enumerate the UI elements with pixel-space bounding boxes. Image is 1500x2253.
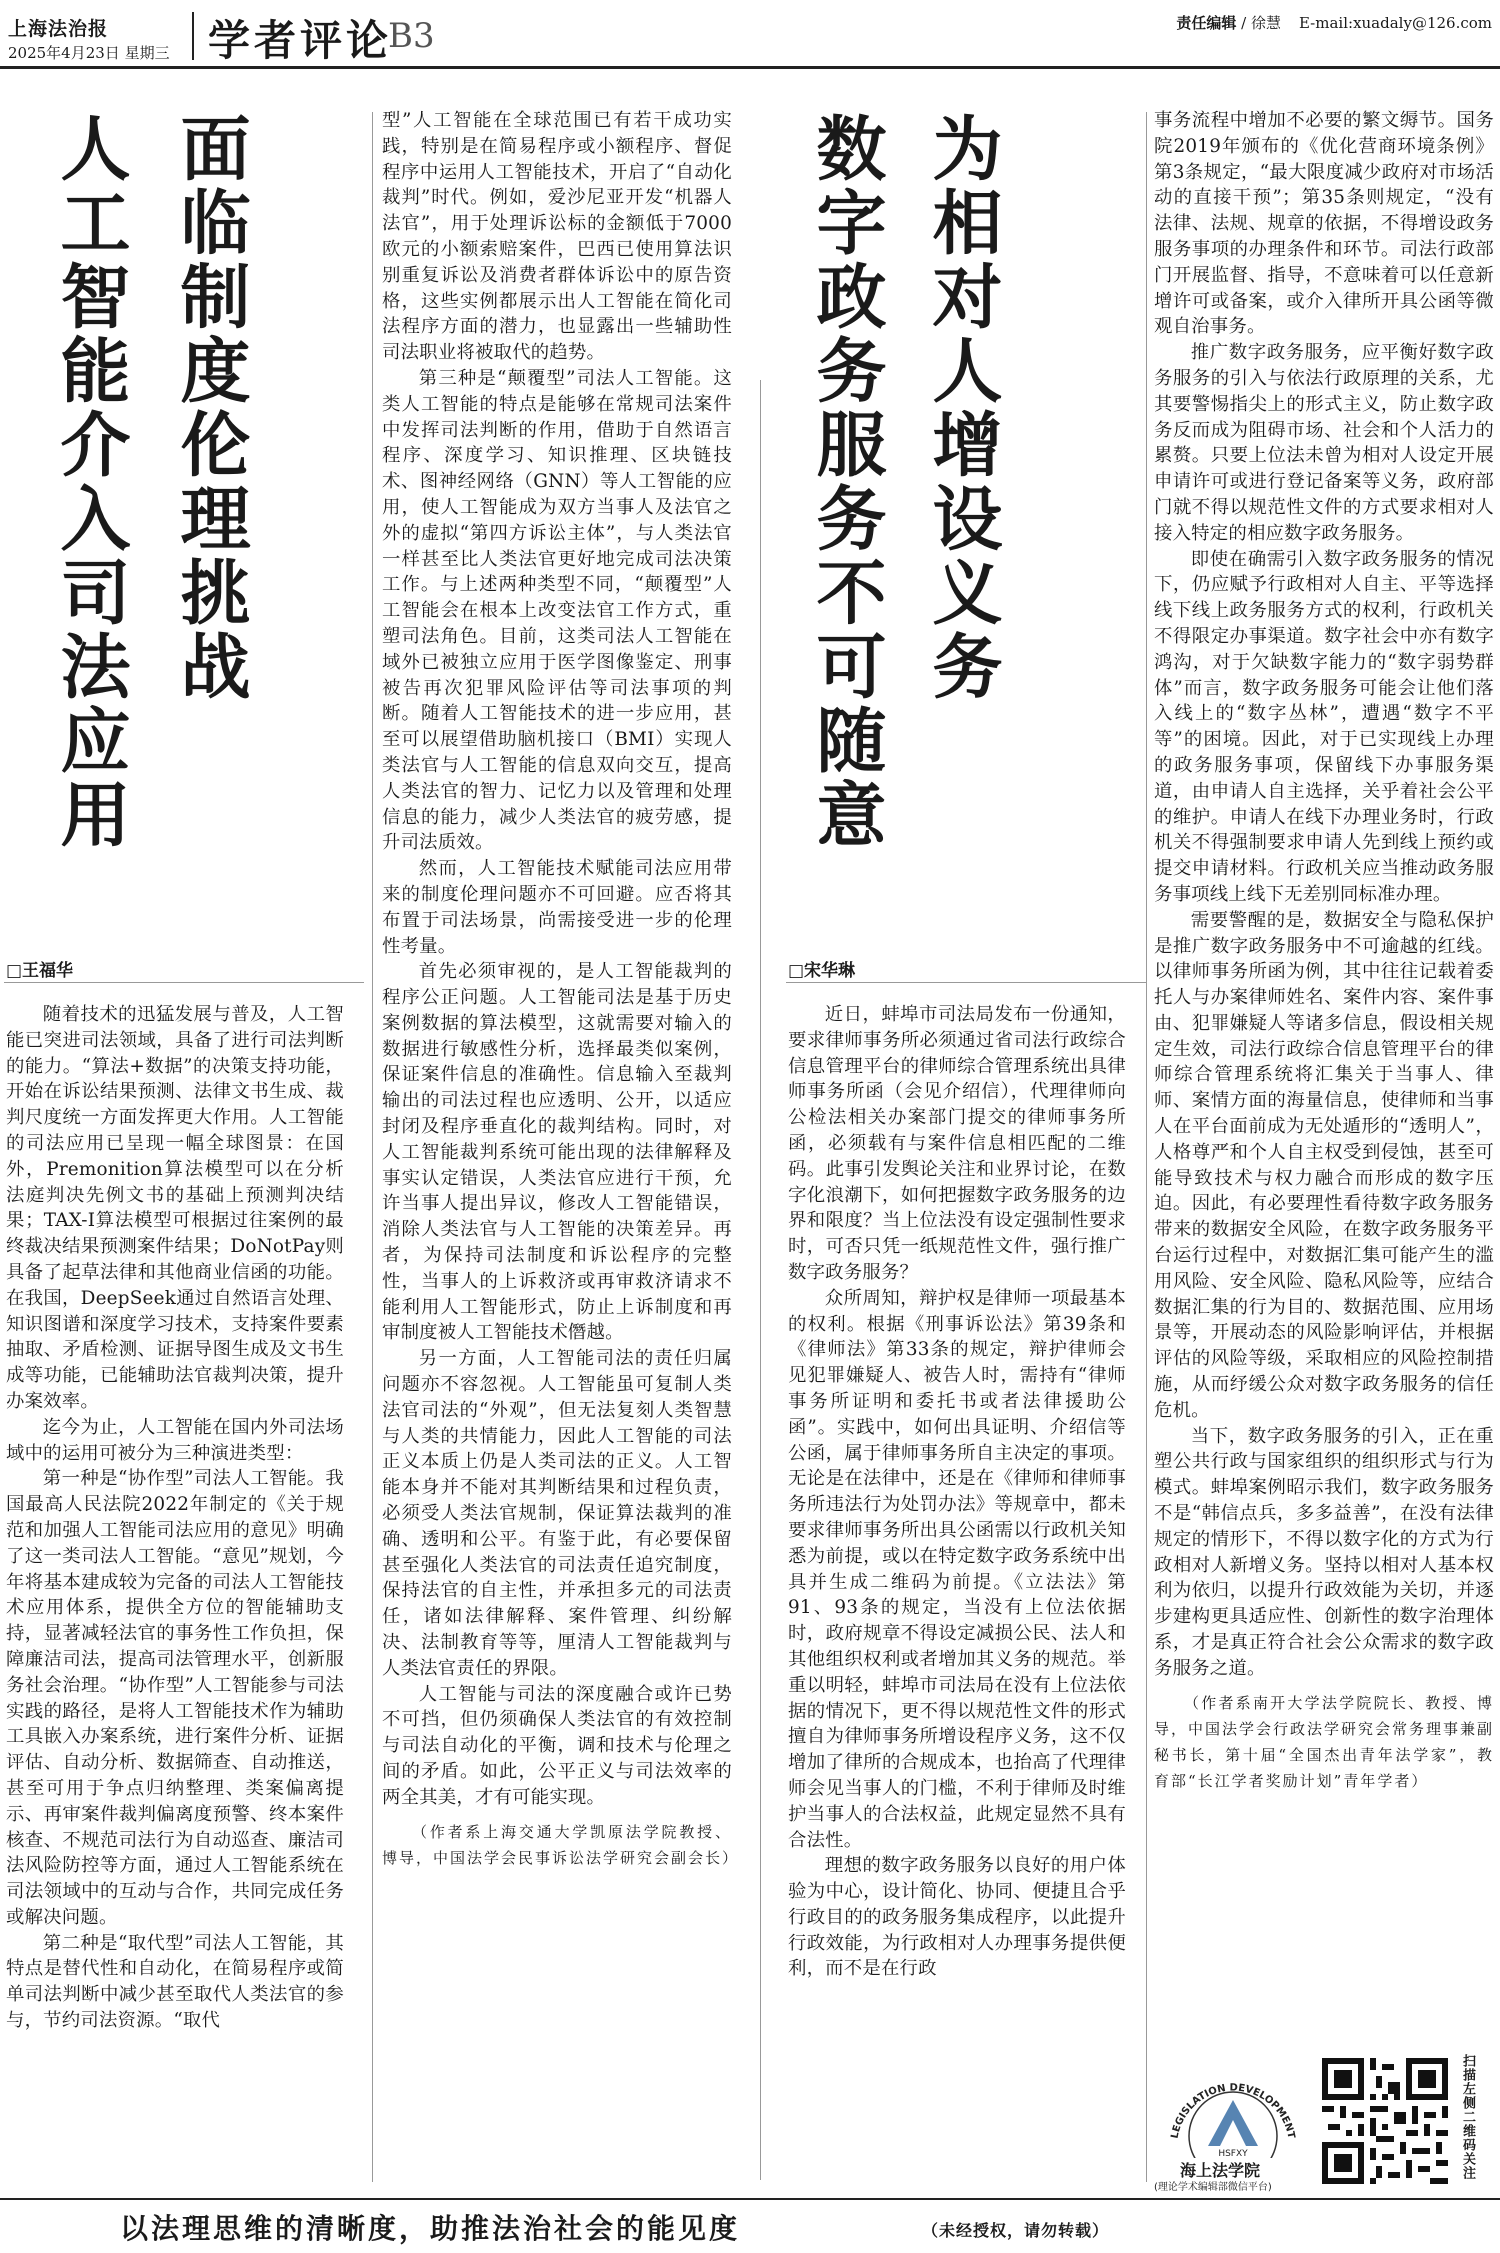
article1-paragraph: 迄今为止，人工智能在国内外司法场域中的运用可被分为三种演进类型：	[6, 1416, 344, 1464]
article1-author-note: （作者系上海交通大学凯原法学院教授、博导，中国法学会民事诉讼法学研究会副会长）	[382, 1822, 740, 1867]
column-divider	[372, 112, 373, 2182]
promo-block	[1154, 2050, 1494, 2192]
article2-title-line2: 为相对人增设义务	[921, 112, 1003, 704]
editor-name: 徐慧	[1250, 14, 1281, 32]
article2-paragraph: 事务流程中增加不必要的繁文缛节。国务院2019年颁布的《优化营商环境条例》第3条规定，“最大限度减少政府对市场活动的直接干预”；第35条则规定，“没有法律、法规、规章的依据，不得增设政务服务事项的办理条件和环节。司法行政部门开展监督、指导，不意味着可以任意新增许可或备案，或介入律所开具公函等微观自治事务。	[1154, 110, 1494, 338]
account-subtitle: (理论学术编辑部微信平台)	[1154, 2182, 1272, 2193]
logo-emblem-icon	[1158, 2050, 1308, 2158]
article2-title-line1: 数字政务服务不可随意	[805, 112, 887, 852]
article2-paragraph: 需要警醒的是，数据安全与隐私保护是推广数字政务服务中不可逾越的红线。以律师事务所函为例，其中往往记载着委托人与办案律师姓名、案件内容、案件事由、犯罪嫌疑人等诸多信息，假设相关规定生效，司法行政综合信息管理平台的律师综合管理系统将汇集关于当事人、律师、案情方面的海量信息，使律师和当事人在平台面前成为无处遁形的“透明人”，人格尊严和个人自主权受到侵蚀，甚至可能导致技术与权力融合而形成的数字压迫。因此，有必要理性看待数字政务服务带来的数据安全风险，在数字政务服务平台运行过程中，对数据汇集可能产生的滥用风险、安全风险、隐私风险等，应结合数据汇集的行为目的、数据范围、应用场景等，开展动态的风险影响评估，并根据评估的风险等级，采取相应的风险控制措施，从而纾缓公众对数字政务服务的信任危机。	[1154, 909, 1494, 1421]
article1-paragraph: 首先必须审视的，是人工智能裁判的程序公正问题。人工智能司法是基于历史案例数据的算法模型，这就需要对输入的数据进行敏感性分析，选择最类似案例，保证案件信息的准确性。信息输入至裁判输出的司法过程也应透明、公开，以适应封闭及程序垂直化的裁判结构。同时，对人工智能裁判系统可能出现的法律解释及事实认定错误，人类法官应进行干预，允许当事人提出异议，修改人工智能错误，消除人类法官与人工智能的决策差异。再者，为保持司法制度和诉讼程序的完整性，当事人的上诉救济或再审救济请求不能利用人工智能形式，防止上诉制度和再审制度被人工智能技术僭越。	[382, 961, 732, 1344]
article1-column-1	[6, 1002, 344, 2034]
page-number: B3	[388, 16, 435, 56]
article2-paragraph: 当下，数字政务服务的引入，正在重塑公共行政与国家组织的组织形式与行为模式。蚌埠案例昭示我们，数字政务服务不是“韩信点兵，多多益善”，在没有法律规定的情形下，不得以数字化的方式为行政相对人新增义务。坚持以相对人基本权利为依归，以提升行政效能为关切，并逐步建构更具适应性、创新性的数字治理体系，才是真正符合社会公众需求的数字政务服务之道。	[1154, 1425, 1494, 1679]
article-divider	[760, 380, 761, 2180]
article2-paragraph: 众所周知，辩护权是律师一项最基本的权利。根据《刑事诉讼法》第39条和《律师法》第33条的规定，辩护律师会见犯罪嫌疑人、被告人时，需持有“律师事务所证明和委托书或者法律援助公函”。实践中，如何出具证明、介绍信等公函，属于律师事务所自主决定的事项。无论是在法律中，还是在《律师和律师事务所违法行为处罚办法》等规章中，都未要求律师事务所出具公函需以行政机关知悉为前提，或以在特定数字政务系统中出具并生成二维码为前提。《立法法》第91、93条的规定，当没有上位法依据时，政府规章不得设定减损公民、法人和其他组织权利或者增加其义务的规范。举重以明轻，蚌埠市司法局在没有上位法依据的情况下，更不得以规范性文件的形式擅自为律师事务所增设程序义务，这不仅增加了律所的合规成本，也抬高了代理律师会见当事人的门槛，不利于律师及时维护当事人的合法权益，此规定显然不具有合法性。	[788, 1287, 1126, 1851]
article1-paragraph: 第三种是“颠覆型”司法人工智能。这类人工智能的特点是能够在常规司法案件中发挥司法判断的作用，借助于自然语言程序、深度学习、知识推理、区块链技术、图神经网络（GNN）等人工智能的应用，使人工智能成为双方当事人及法官之外的虚拟“第四方诉讼主体”，与人类法官一样甚至比人类法官更好地完成司法决策工作。与上述两种类型不同，“颠覆型”人工智能会在根本上改变法官工作方式，重塑司法角色。目前，这类司法人工智能在域外已被独立应用于医学图像鉴定、刑事被告再次犯罪风险评估等司法事项的判断。随着人工智能技术的进一步应用，甚至可以展望借助脑机接口（BMI）实现人类法官与人工智能的信息双向交互，提高人类法官的智力、记忆力以及管理和处理信息的能力，减少人类法官的疲劳感，提升司法质效。	[382, 367, 732, 854]
article1-paragraph: 型”人工智能在全球范围已有若干成功实践，特别是在简易程序或小额程序、督促程序中运用人工智能技术，开启了“自动化裁判”时代。例如，爱沙尼亚开发“机器人法官”，用于处理诉讼标的金额低于7000欧元的小额索赔案件，巴西已使用算法识别重复诉讼及消费者群体诉讼中的原告资格，这些实例都展示出人工智能在简化司法程序方面的潜力，也显露出一些辅助性司法职业将被取代的趋势。	[382, 110, 732, 364]
article1-paragraph: 另一方面，人工智能司法的责任归属问题亦不容忽视。人工智能虽可复制人类法官司法的“外观”，但无法复刻人类智慧与人类的共情能力，因此人工智能的司法正义本质上仍是人类司法的正义。人工智能本身并不能对其判断结果和过程负责，必须受人类法官规制，保证算法裁判的准确、透明和公平。有鉴于此，有必要保留甚至强化人类法官的司法责任追究制度，保持法官的自主性，并承担多元的司法责任，诸如法律解释、案件管理、纠纷解决、法制教育等等，厘清人工智能裁判与人类法官责任的界限。	[382, 1348, 732, 1679]
logo-arc-text: LEGISLATION DEVELOPMENT	[1169, 2082, 1297, 2140]
issue-date: 2025年4月23日 星期三	[8, 44, 170, 62]
qr-code-icon[interactable]	[1322, 2058, 1448, 2184]
article1-paragraph: 人工智能与司法的深度融合或许已势不可挡，但仍须确保人类法官的有效控制与司法自动化的平衡，调和技术与伦理之间的矛盾。如此，公平正义与司法效率的两全其美，才有可能实现。	[382, 1683, 732, 1808]
footer-slogan: 以法理思维的清晰度，助推法治社会的能见度	[120, 2212, 741, 2245]
qr-caption: 扫描左侧二维码关注	[1460, 2054, 1475, 2180]
paper-name: 上海法治报	[8, 18, 109, 40]
article1-author-rule	[4, 982, 364, 983]
article2-author-note: （作者系南开大学法学院院长、教授、博导，中国法学会行政法学研究会常务理事兼副秘书长，第十届“全国杰出青年法学家”，教育部“长江学者奖励计划”青年学者）	[1154, 1693, 1495, 1790]
article1-title-line2: 面临制度伦理挑战	[169, 112, 251, 704]
column-divider	[1146, 112, 1147, 2182]
article2-column-1	[788, 1002, 1126, 1982]
account-name: 海上法学院	[1180, 2161, 1261, 2180]
article1-paragraph: 第一种是“协作型”司法人工智能。我国最高人民法院2022年制定的《关于规范和加强人工智能司法应用的意见》明确了这一类司法人工智能。“意见”规划，今年将基本建成较为完备的司法人工智能技术应用体系，提供全方位的智能辅助支持，显著减轻法官的事务性工作负担，保障廉洁司法，提高司法管理水平，创新服务社会治理。“协作型”人工智能参与司法实践的路径，是将人工智能技术作为辅助工具嵌入办案系统，进行案件分析、证据评估、自动分析、数据筛查、自动推送，甚至可用于争点归纳整理、类案偏离提示、再审案件裁判偏离度预警、终本案件核查、不规范司法行为自动巡查、廉洁司法风险防控等方面，通过人工智能系统在司法领域中的互动与合作，共同完成任务或解决问题。	[6, 1468, 344, 1928]
logo-abbr: HSFXY	[1218, 2149, 1248, 2158]
article1-paragraph: 第二种是“取代型”司法人工智能，其特点是替代性和自动化，在简易程序或简单司法判断中减少甚至取代人类法官的参与，节约司法资源。“取代	[6, 1932, 344, 2032]
article2-column-2	[1154, 108, 1494, 1794]
article2-paragraph: 近日，蚌埠市司法局发布一份通知，要求律师事务所必须通过省司法行政综合信息管理平台的律师综合管理系统出具律师事务所函（会见介绍信），代理律师向公检法相关办案部门提交的律师事务所函，必须载有与案件信息相匹配的二维码。此事引发舆论关注和业界讨论，在数字化浪潮下，如何把握数字政务服务的边界和限度？当上位法没有设定强制性要求时，可否只凭一纸规范性文件，强行推广数字政务服务？	[788, 1004, 1126, 1283]
article2-author: □宋华琳	[788, 961, 856, 981]
article1-author: □王福华	[6, 961, 74, 981]
footer-rule	[0, 2198, 1500, 2200]
editor-label: 责任编辑	[1176, 14, 1237, 32]
editor-email: E-mail:xuadaly@126.com	[1298, 14, 1492, 32]
article2-paragraph: 推广数字政务服务，应平衡好数字政务服务的引入与依法行政原理的关系，尤其要警惕指尖上的形式主义，防止数字政务反而成为阻碍市场、社会和个人活力的累赘。只要上位法未曾为相对人设定开展申请许可或进行登记备案等义务，政府部门就不得以规范性文件的方式要求相对人接入特定的相应数字政务服务。	[1154, 342, 1494, 544]
article2-paragraph: 理想的数字政务服务以良好的用户体验为中心，设计简化、协同、便捷且合乎行政目的的政务服务集成程序，以此提升行政效能，为行政相对人办理事务提供便利，而不是在行政	[788, 1855, 1126, 1980]
article1-column-2	[382, 108, 740, 1871]
editor-info: 责任编辑 / 徐慧 E-mail:xuadaly@126.com	[1176, 14, 1492, 32]
article1-title-line1: 人工智能介入司法应用	[49, 112, 131, 852]
masthead	[8, 6, 1492, 68]
article1-paragraph: 随着技术的迅猛发展与普及，人工智能已突进司法领域，具备了进行司法判断的能力。“算法+数据”的决策支持功能，开始在诉讼结果预测、法律文书生成、裁判尺度统一方面发挥更大作用。人工智能的司法应用已呈现一幅全球图景：在国外，Premonition算法模型可以在分析法庭判决先例文书的基础上预测判决结果；TAX-I算法模型可根据过往案例的最终裁决结果预测案件结果；DoNotPay则具备了起草法律和其他商业信函的功能。在我国，DeepSeek通过自然语言处理、知识图谱和深度学习技术，支持案件要素抽取、矛盾检测、证据导图生成及文书生成等功能，已能辅助法官裁判决策，提升办案效率。	[6, 1004, 344, 1412]
article2-author-rule	[786, 982, 1146, 983]
article1-paragraph: 然而，人工智能技术赋能司法应用带来的制度伦理问题亦不可回避。应否将其布置于司法场景，尚需接受进一步的伦理性考量。	[382, 858, 732, 957]
header-divider	[192, 12, 194, 60]
section-title: 学者评论	[208, 16, 393, 65]
copyright-note: （未经授权，请勿转载）	[922, 2221, 1110, 2240]
header-rule	[0, 66, 1500, 69]
article2-paragraph: 即使在确需引入数字政务服务的情况下，仍应赋予行政相对人自主、平等选择线下线上政务服务方式的权利，行政机关不得限定办事渠道。数字社会中亦有数字鸿沟，对于欠缺数字能力的“数字弱势群体”而言，数字政务服务可能会让他们落入线上的“数字丛林”，遭遇“数字不平等”的困境。因此，对于已实现线上办理的政务服务事项，保留线下办事服务渠道，由申请人自主选择，关乎着社会公平的维护。申请人在线下办理业务时，行政机关不得强制要求申请人先到线上预约或提交申请材料。行政机关应当推动政务服务事项线上线下无差别同标准办理。	[1154, 548, 1494, 905]
